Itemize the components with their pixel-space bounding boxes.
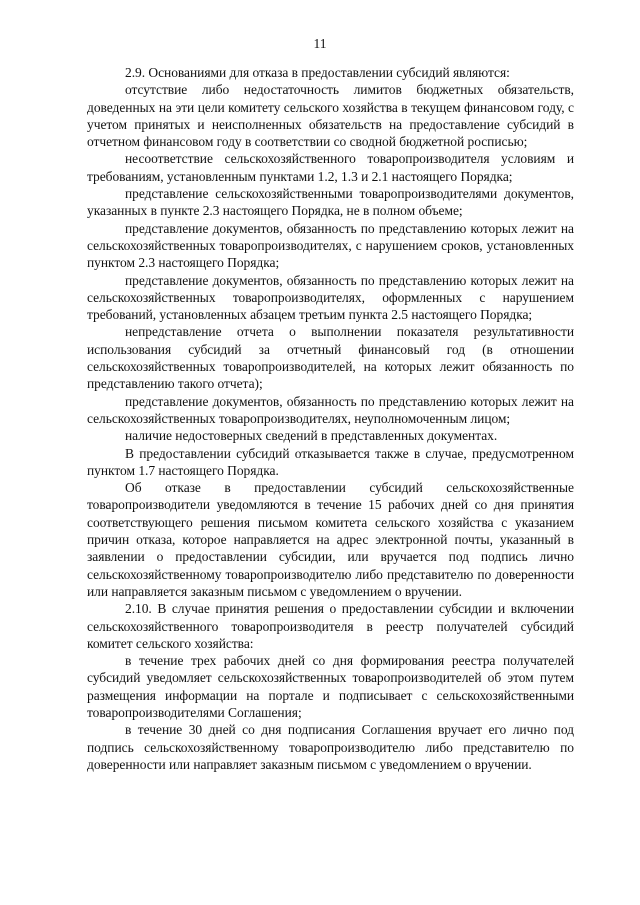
paragraph-incomplete-docs: представление сельскохозяйственными товаропроизводителями документов, указанных в пункте 2.3 настоящего Порядка, не в полном объеме; bbox=[87, 186, 574, 219]
paragraph-no-report: непредставление отчета о выполнении показателя результативности использования субсидий за отчетный финансовый год (в отношении сельскохозяйственных товаропроизводителей, на которых лежит обязанность по представлению такого отчета); bbox=[87, 324, 574, 392]
paragraph-limits: отсутствие либо недостаточность лимитов бюджетных обязательств, доведенных на эти цели комитету сельского хозяйства в текущем финансовом году, с учетом принятых и неисполненных обязательств на предоставление субсидий в отчетном финансовом году в соответствии со сводной бюджетной росписью; bbox=[87, 82, 574, 150]
paragraph-thirty-days: в течение 30 дней со дня подписания Соглашения вручает его лично под подпись сельскохозяйственному товаропроизводителю либо представителю по доверенности или направляет заказным письмом с уведомлением о вручении. bbox=[87, 722, 574, 772]
paragraph-three-days: в течение трех рабочих дней со дня формирования реестра получателей субсидий уведомляет сельскохозяйственных товаропроизводителей об этом путем размещения информации на портале и подписывает с сельскохозяйственными товаропроизводителями Соглашения; bbox=[87, 653, 574, 720]
document-body bbox=[87, 64, 574, 773]
paragraph-deadline-violation: представление документов, обязанность по представлению которых лежит на сельскохозяйственных товаропроизводителях, с нарушением сроков, установленных пунктом 2.3 настоящего Порядка; bbox=[87, 220, 574, 271]
paragraph-false-info: наличие недостоверных сведений в представленных документах. bbox=[125, 428, 498, 444]
paragraph-refusal-notification: Об отказе в предоставлении субсидий сельскохозяйственные товаропроизводители уведомляются в течение 15 рабочих дней со дня принятия соответствующего решения письмом комитета сельского хозяйства с указанием причин отказа, которое направляется на адрес электронной почты, указанный в заявлении о предоставлении субсидии, или вручается под подпись лично сельскохозяйственному товаропроизводителю либо представителю по доверенности или направляется заказным письмом с уведомлением о вручении. bbox=[87, 480, 574, 599]
paragraph-nonconformity: несоответствие сельскохозяйственного товаропроизводителя условиям и требованиям, установленным пунктами 1.2, 1.3 и 2.1 настоящего Порядка; bbox=[87, 151, 574, 184]
paragraph-2-9-heading: 2.9. Основаниями для отказа в предоставлении субсидий являются: bbox=[125, 65, 510, 80]
paragraph-refusal-case: В предоставлении субсидий отказывается также в случае, предусмотренном пунктом 1.7 настоящего Порядка. bbox=[87, 445, 574, 478]
paragraph-2-10-heading: 2.10. В случае принятия решения о предоставлении субсидии и включении сельскохозяйственного товаропроизводителя в реестр получателей субсидий комитет сельского хозяйства: bbox=[87, 601, 574, 651]
page-number: 11 bbox=[313, 36, 327, 51]
paragraph-format-violation: представление документов, обязанность по представлению которых лежит на сельскохозяйственных товаропроизводителях, оформленных с нарушением требований, установленных абзацем третьим пункта 2.5 настоящего Порядка; bbox=[87, 272, 574, 323]
paragraph-unauthorized-person: представление документов, обязанность по представлению которых лежит на сельскохозяйственных товаропроизводителях, неуполномоченным лицом; bbox=[87, 393, 574, 426]
